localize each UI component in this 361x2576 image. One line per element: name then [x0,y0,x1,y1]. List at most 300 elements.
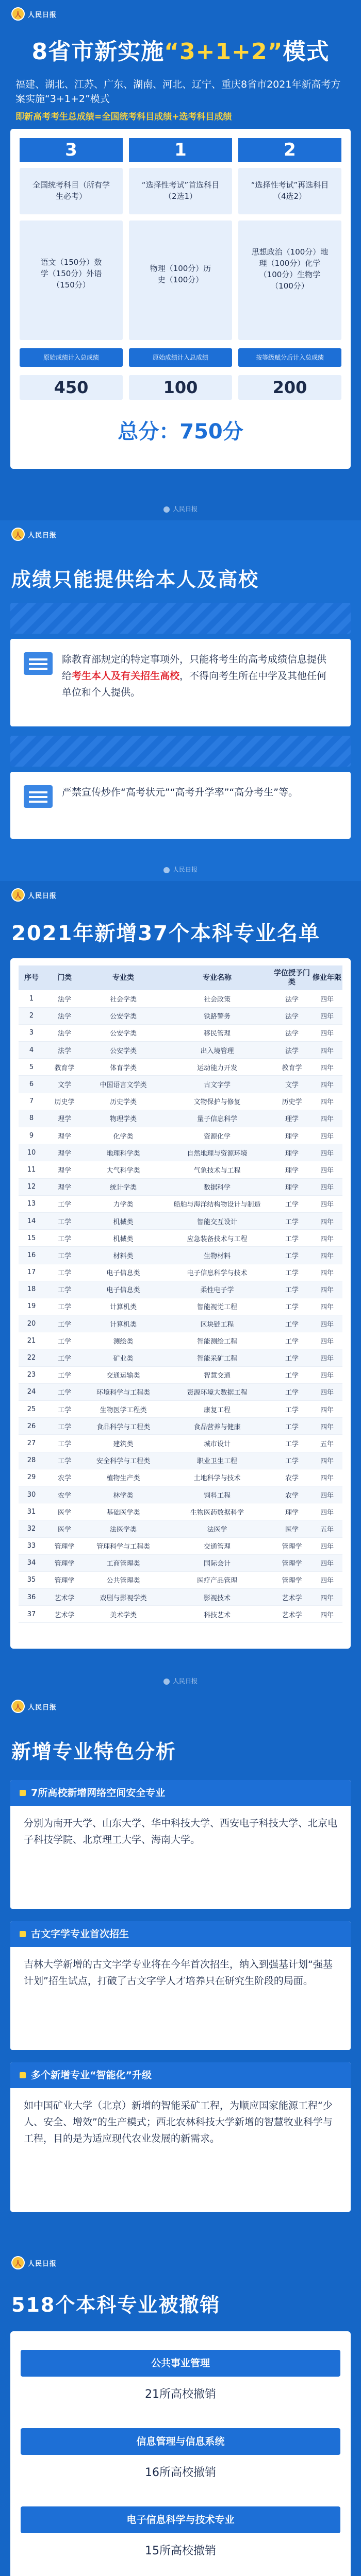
table-cell: 影视技术 [162,1589,272,1606]
table-row [19,1110,342,1127]
table-cell: 艺术学 [272,1589,311,1606]
table-cell: 管理科学与工程类 [85,1537,162,1554]
table-cell: 30 [19,1486,44,1503]
table-cell: 城市设计 [162,1435,272,1452]
table-cell: 安全科学与工程类 [85,1452,162,1469]
table-cell: 运动能力开发 [162,1059,272,1076]
table-cell: 13 [19,1195,44,1212]
brand-icon: 人 [11,888,25,902]
table-cell: 公安学类 [85,1024,162,1041]
table-row [19,1230,342,1247]
table-cell: 科技艺术 [162,1606,272,1623]
table-cell: 四年 [311,1332,342,1349]
table-cell: 四年 [311,1059,342,1076]
table-cell: 理学 [44,1110,85,1127]
table-row [19,1281,342,1298]
table-cell: 工学 [44,1195,85,1212]
table-cell: 20 [19,1315,44,1332]
table-row [19,1571,342,1588]
table-cell: 10 [19,1144,44,1161]
table-header-cell: 专业类 [85,965,162,990]
table-cell: 移民管理 [162,1024,272,1041]
col-score-3: 450 [20,375,123,400]
brand-name: 人民日报 [28,892,57,900]
table-cell: 21 [19,1332,44,1349]
revoked-value-3: 15所高校撤销 [145,2545,216,2557]
table-cell: 工学 [272,1366,311,1383]
revoked-pill-1: 公共事业管理 [21,2350,340,2377]
table-cell: 医学 [272,1520,311,1537]
feature-card-3 [10,2062,351,2212]
brand-logo [11,528,57,541]
table-cell: 柔性电子学 [162,1281,272,1298]
col-box2-2: 思想政治（100分）地理（100分）化学（100分）生物学（100分） [238,221,341,340]
table-row [19,1042,342,1059]
table-row [19,1606,342,1623]
table-cell: 工学 [272,1349,311,1366]
table-row [19,1007,342,1024]
panel5-title: 518个本科专业被撤销 [11,2294,221,2316]
brand-logo [11,7,57,21]
table-cell: 工学 [272,1435,311,1452]
table-cell: 工学 [44,1332,85,1349]
table-cell: 四年 [311,1076,342,1093]
table-cell: 35 [19,1571,44,1588]
table-cell: 农学 [272,1469,311,1486]
table-cell: 工学 [272,1315,311,1332]
table-cell: 工学 [272,1281,311,1298]
table-cell: 统计学类 [85,1178,162,1195]
footer-watermark [0,504,361,513]
col-bar-2: 按等级赋分后计入总成绩 [238,348,341,367]
table-cell: 饲料工程 [162,1486,272,1503]
table-cell: 电子信息类 [85,1281,162,1298]
table-cell: 工商管理类 [85,1554,162,1571]
col-box1-1: “选择性考试”首选科目（2选1） [129,168,232,214]
table-cell: 体育学类 [85,1059,162,1076]
table-cell: 理学 [44,1178,85,1195]
majors-table-card [10,958,351,1649]
table-cell: 四年 [311,1554,342,1571]
col-bar-1: 原始成绩计入总成绩 [129,348,232,367]
table-cell: 生物医学工程类 [85,1401,162,1418]
table-cell: 教育学 [272,1059,311,1076]
table-cell: 17 [19,1264,44,1281]
table-cell: 四年 [311,1298,342,1315]
table-cell: 工学 [44,1264,85,1281]
table-cell: 四年 [311,1606,342,1623]
table-cell: 四年 [311,1195,342,1212]
table-cell: 工学 [272,1247,311,1264]
table-cell: 公安学类 [85,1042,162,1059]
table-cell: 工学 [44,1418,85,1435]
panel-feature-analysis [0,1692,361,2249]
table-cell: 农学 [44,1469,85,1486]
footer-brand: 人民日报 [172,866,198,873]
brand-logo [11,888,57,902]
table-row [19,1486,342,1503]
table-row [19,1059,342,1076]
table-cell: 9 [19,1127,44,1144]
table-row [19,1212,342,1229]
table-cell: 文学 [44,1076,85,1093]
table-cell: 法医学类 [85,1520,162,1537]
table-cell: 23 [19,1366,44,1383]
table-cell: 社会政策 [162,990,272,1007]
table-row [19,1520,342,1537]
majors-table [19,965,342,1623]
table-cell: 社会学类 [85,990,162,1007]
table-cell: 公共管理类 [85,1571,162,1588]
table-cell: 工学 [44,1366,85,1383]
table-cell: 机械类 [85,1230,162,1247]
table-row [19,1195,342,1212]
revoked-pill-2: 信息管理与信息系统 [21,2428,340,2455]
table-cell: 4 [19,1042,44,1059]
table-cell: 四年 [311,990,342,1007]
table-cell: 24 [19,1383,44,1400]
table-cell: 理学 [272,1127,311,1144]
table-cell: 工学 [272,1264,311,1281]
table-cell: 工学 [272,1418,311,1435]
table-row [19,1383,342,1400]
table-cell: 25 [19,1401,44,1418]
feature-head-1: 7所高校新增网络空间安全专业 [10,1780,351,1806]
table-cell: 法学 [272,990,311,1007]
table-cell: 工学 [44,1435,85,1452]
table-cell: 1 [19,990,44,1007]
table-cell: 法学 [44,1024,85,1041]
feature-head-3: 多个新增专业“智能化”升级 [10,2062,351,2088]
panel4-title: 新增专业特色分析 [11,1740,177,1763]
table-cell: 国际会计 [162,1554,272,1571]
table-cell: 7 [19,1093,44,1110]
table-cell: 理学 [272,1144,311,1161]
table-cell: 四年 [311,1230,342,1247]
table-cell: 基础医学类 [85,1503,162,1520]
table-cell: 电子信息科学与技术 [162,1264,272,1281]
brand-name: 人民日报 [28,2260,57,2268]
feature-body-3: 如中国矿业大学（北京）新增的智能采矿工程，为顺应国家能源工程“少人、安全、增效”的生产模式；西北农林科技大学新增的智慧牧业科学与工程，目的是为适应现代农业发展的新需求。 [24,2100,333,2144]
table-row [19,1161,342,1178]
table-cell: 气象技术与工程 [162,1161,272,1178]
table-row [19,1589,342,1606]
col-box2-1: 物理（100分）历史（100分） [129,221,232,340]
table-cell: 理学 [272,1161,311,1178]
col-head-2: 2 [238,138,341,162]
provinces-text: 福建、湖北、江苏、广东、湖南、河北、辽宁、重庆8省市2021年新高考方案实施“3+1+2”模式 [15,79,341,105]
stripe-banner-2 [10,736,351,767]
table-cell: 医学 [44,1520,85,1537]
table-cell: 工学 [44,1383,85,1400]
table-cell: 四年 [311,1315,342,1332]
footer-watermark [0,865,361,874]
table-cell: 医疗产品管理 [162,1571,272,1588]
table-cell: 四年 [311,1212,342,1229]
table-cell: 四年 [311,1161,342,1178]
table-cell: 铁路警务 [162,1007,272,1024]
table-cell: 6 [19,1076,44,1093]
table-cell: 资源环境大数据工程 [162,1383,272,1400]
table-cell: 四年 [311,1452,342,1469]
table-cell: 船舶与海洋结构物设计与制造 [162,1195,272,1212]
table-cell: 四年 [311,1042,342,1059]
col-box2-3: 语文（150分）数学（150分）外语（150分） [20,221,123,340]
stripe-banner-1 [10,603,351,634]
table-cell: 公安学类 [85,1007,162,1024]
table-cell: 艺术学 [44,1606,85,1623]
table-cell: 大气科学类 [85,1161,162,1178]
table-cell: 化学类 [85,1127,162,1144]
document-icon [24,652,53,675]
brand-name: 人民日报 [28,11,57,19]
brand-icon: 人 [11,528,25,541]
table-cell: 智慧交通 [162,1366,272,1383]
brand-icon: 人 [11,7,25,21]
table-cell: 智能视觉工程 [162,1298,272,1315]
col-box1-3: 全国统考科目（所有学生必考） [20,168,123,214]
table-row [19,1435,342,1452]
table-cell: 法学 [44,1007,85,1024]
footer-watermark [0,1676,361,1685]
table-cell: 管理学 [272,1537,311,1554]
table-cell: 法学 [44,1042,85,1059]
table-cell: 理学 [44,1161,85,1178]
brand-name: 人民日报 [28,531,57,539]
table-cell: 28 [19,1452,44,1469]
table-cell: 电子信息类 [85,1264,162,1281]
table-cell: 32 [19,1520,44,1537]
watermark-icon [163,506,170,513]
watermark-icon [163,867,170,873]
table-cell: 3 [19,1024,44,1041]
table-row [19,1298,342,1315]
table-cell: 交通管理 [162,1537,272,1554]
table-cell: 31 [19,1503,44,1520]
table-cell: 农学 [272,1486,311,1503]
table-cell: 法学 [44,990,85,1007]
table-cell: 22 [19,1349,44,1366]
table-cell: 四年 [311,1247,342,1264]
table-row [19,1366,342,1383]
table-cell: 四年 [311,1383,342,1400]
table-cell: 37 [19,1606,44,1623]
panel-revoked-majors [0,2249,361,2576]
table-row [19,1332,342,1349]
table-cell: 工学 [272,1212,311,1229]
table-cell: 管理学 [272,1554,311,1571]
table-cell: 工学 [44,1452,85,1469]
table-cell: 文物保护与修复 [162,1093,272,1110]
table-cell: 四年 [311,1110,342,1127]
table-cell: 8 [19,1110,44,1127]
table-cell: 土地科学与技术 [162,1469,272,1486]
table-header-row [19,965,342,990]
table-cell: 18 [19,1281,44,1298]
table-row [19,1401,342,1418]
table-row [19,1554,342,1571]
table-cell: 理学 [272,1110,311,1127]
table-cell: 计算机类 [85,1298,162,1315]
title-post: 模式 [283,39,330,65]
table-cell: 中国语言文学类 [85,1076,162,1093]
table-cell: 四年 [311,1469,342,1486]
table-row [19,1537,342,1554]
revoked-item-3 [21,2506,340,2569]
table-cell: 工学 [44,1349,85,1366]
panel2-title: 成绩只能提供给本人及高校 [11,568,259,591]
table-cell: 36 [19,1589,44,1606]
table-cell: 管理学 [44,1537,85,1554]
table-cell: 康复工程 [162,1401,272,1418]
table-row [19,1264,342,1281]
total-score: 总分：750分 [118,420,243,444]
table-cell: 工学 [272,1401,311,1418]
col-head-3: 3 [20,138,123,162]
table-cell: 14 [19,1212,44,1229]
table-cell: 矿业类 [85,1349,162,1366]
brand-name: 人民日报 [28,1703,57,1711]
table-row [19,990,342,1007]
table-row [19,1315,342,1332]
table-cell: 历史学类 [85,1093,162,1110]
brand-icon: 人 [11,1700,25,1713]
table-cell: 26 [19,1418,44,1435]
table-cell: 法医学 [162,1520,272,1537]
revoked-item-1 [21,2350,340,2413]
notice2-text: 严禁宣传炒作“高考状元”“高考升学率”“高分考生”等。 [62,787,299,798]
table-cell: 文学 [272,1076,311,1093]
table-row [19,1247,342,1264]
table-cell: 法学 [272,1024,311,1041]
table-cell: 农学 [44,1486,85,1503]
table-cell: 工学 [44,1281,85,1298]
table-cell: 食品营养与健康 [162,1418,272,1435]
table-cell: 工学 [44,1298,85,1315]
table-row [19,1178,342,1195]
feature-body-2: 吉林大学新增的古文字学专业将在今年首次招生，纳入到强基计划“强基计划”招生试点，打破了古文字学人才培养只在研究生阶段的局面。 [24,1959,333,1987]
table-cell: 智能采矿工程 [162,1349,272,1366]
table-cell: 林学类 [85,1486,162,1503]
table-cell: 历史学 [44,1093,85,1110]
panel-new-gaokao-mode [0,0,361,520]
table-cell: 五年 [311,1435,342,1452]
table-cell: 四年 [311,1178,342,1195]
table-row [19,1452,342,1469]
table-cell: 应急装备技术与工程 [162,1230,272,1247]
table-cell: 生物医药数据科学 [162,1503,272,1520]
table-cell: 四年 [311,1007,342,1024]
table-cell: 智能测绘工程 [162,1332,272,1349]
notice1-highlight: 考生本人及有关招生高校 [72,670,180,682]
table-cell: 艺术学 [272,1606,311,1623]
table-cell: 出入境管理 [162,1042,272,1059]
table-cell: 12 [19,1178,44,1195]
table-cell: 29 [19,1469,44,1486]
table-cell: 工学 [272,1195,311,1212]
table-cell: 建筑类 [85,1435,162,1452]
table-row [19,1024,342,1041]
table-row [19,1469,342,1486]
table-row [19,1093,342,1110]
footer-brand: 人民日报 [172,1677,198,1685]
table-cell: 计算机类 [85,1315,162,1332]
revoked-value-1: 21所高校撤销 [145,2388,216,2401]
table-cell: 四年 [311,1503,342,1520]
table-header-cell: 专业名称 [162,965,272,990]
table-cell: 33 [19,1537,44,1554]
table-cell: 测绘类 [85,1332,162,1349]
table-cell: 生物材料 [162,1247,272,1264]
table-cell: 工学 [44,1315,85,1332]
table-cell: 艺术学 [44,1589,85,1606]
table-header-cell: 学位授予门类 [272,965,311,990]
table-cell: 五年 [311,1520,342,1537]
table-cell: 交通运输类 [85,1366,162,1383]
table-row [19,1076,342,1093]
table-cell: 四年 [311,1281,342,1298]
table-cell: 2 [19,1007,44,1024]
table-cell: 法学 [272,1007,311,1024]
table-cell: 植物生产类 [85,1469,162,1486]
formula-text: 即新高考考生总成绩=全国统考科目成绩+选考科目成绩 [15,112,232,122]
table-cell: 管理学 [44,1554,85,1571]
table-cell: 自然地理与资源环境 [162,1144,272,1161]
table-cell: 力学类 [85,1195,162,1212]
table-cell: 工学 [272,1230,311,1247]
panel-new-majors [0,881,361,1692]
table-cell: 物理学类 [85,1110,162,1127]
table-cell: 地理科学类 [85,1144,162,1161]
table-cell: 理学 [44,1127,85,1144]
table-cell: 古文字学 [162,1076,272,1093]
table-cell: 11 [19,1161,44,1178]
notice1-pre: 除教育部规定的特定事项外，只能将考生的高考成绩信息提供给 [62,654,327,682]
title-pre: 8省市新实施 [31,39,165,65]
table-cell: 区块链工程 [162,1315,272,1332]
table-cell: 美术学类 [85,1606,162,1623]
table-cell: 四年 [311,1571,342,1588]
notice-2 [10,772,351,839]
footer-brand: 人民日报 [172,505,198,513]
table-cell: 工学 [44,1401,85,1418]
col-box1-2: “选择性考试”再选科目（4选2） [238,168,341,214]
table-row [19,1418,342,1435]
feature-card-1 [10,1780,351,1909]
col-score-2: 200 [238,375,341,400]
table-cell: 教育学 [44,1059,85,1076]
revoked-value-2: 16所高校撤销 [145,2466,216,2479]
table-cell: 15 [19,1230,44,1247]
table-cell: 职业卫生工程 [162,1452,272,1469]
table-row [19,1127,342,1144]
table-cell: 四年 [311,1127,342,1144]
table-cell: 四年 [311,1486,342,1503]
table-cell: 医学 [44,1503,85,1520]
table-cell: 工学 [44,1230,85,1247]
score-card [10,129,351,469]
table-header-cell: 序号 [19,965,44,990]
table-cell: 材料类 [85,1247,162,1264]
table-cell: 34 [19,1554,44,1571]
table-cell: 四年 [311,1144,342,1161]
table-header-cell: 修业年限 [311,965,342,990]
panel1-title [11,33,350,66]
notice-1 [10,639,351,726]
table-cell: 数据科学 [162,1178,272,1195]
table-row [19,1144,342,1161]
table-cell: 戏剧与影视学类 [85,1589,162,1606]
